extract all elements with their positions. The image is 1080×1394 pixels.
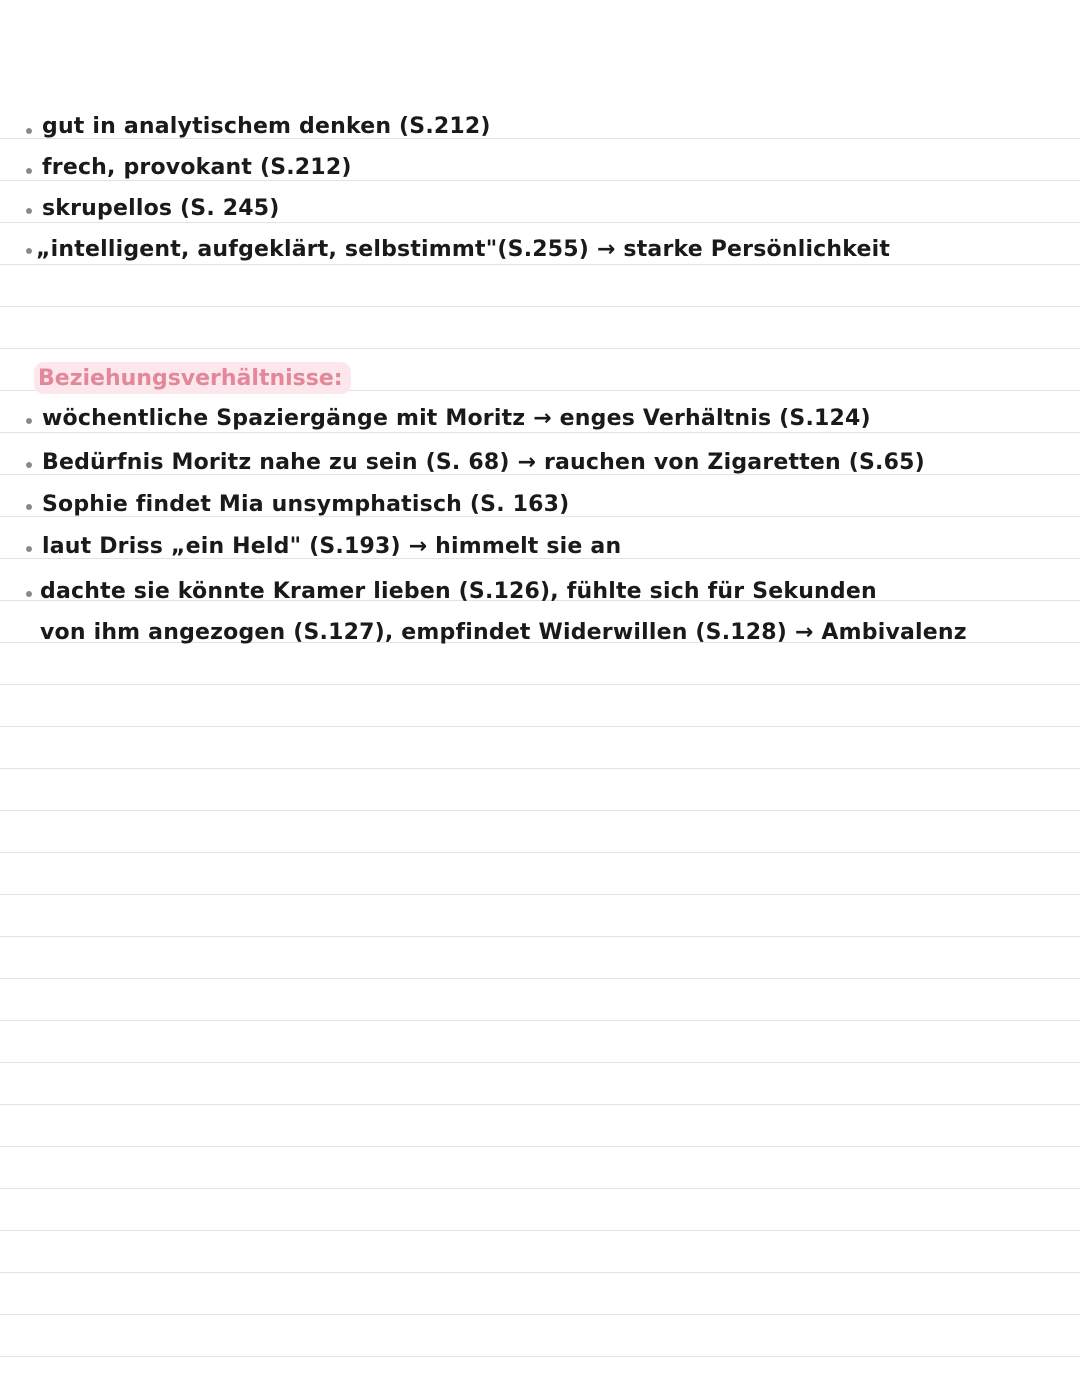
relation-item: Bedürfnis Moritz nahe zu sein (S. 68) → rauchen von Zigaretten (S.65) xyxy=(42,450,925,475)
rule-line xyxy=(0,726,1080,727)
rule-line xyxy=(0,1188,1080,1189)
rule-line xyxy=(0,978,1080,979)
section-heading: Beziehungsverhältnisse: xyxy=(34,362,351,394)
rule-line xyxy=(0,894,1080,895)
rule-line xyxy=(0,348,1080,349)
bullet-dot xyxy=(26,462,32,468)
bullet-dot xyxy=(26,168,32,174)
rule-line xyxy=(0,306,1080,307)
relation-item: dachte sie könnte Kramer lieben (S.126), fühlte sich für Sekunden xyxy=(40,579,877,604)
bullet-dot xyxy=(26,504,32,510)
rule-line xyxy=(0,768,1080,769)
bullet-dot xyxy=(26,418,32,424)
rule-line xyxy=(0,852,1080,853)
relation-item: wöchentliche Spaziergänge mit Moritz → enges Verhältnis (S.124) xyxy=(42,406,871,431)
rule-line xyxy=(0,684,1080,685)
rule-line xyxy=(0,1146,1080,1147)
trait-item: frech, provokant (S.212) xyxy=(42,155,352,180)
rule-line xyxy=(0,1272,1080,1273)
bullet-dot xyxy=(26,128,32,134)
relation-item: Sophie findet Mia unsymphatisch (S. 163) xyxy=(42,492,570,517)
trait-item: „intelligent, aufgeklärt, selbstimmt"(S.255) → starke Persönlichkeit xyxy=(36,237,891,262)
rule-line xyxy=(0,1356,1080,1357)
relation-item: laut Driss „ein Held" (S.193) → himmelt sie an xyxy=(42,534,622,559)
trait-item: skrupellos (S. 245) xyxy=(42,196,280,221)
rule-line xyxy=(0,810,1080,811)
rule-line xyxy=(0,1104,1080,1105)
rule-line xyxy=(0,936,1080,937)
rule-line xyxy=(0,1314,1080,1315)
bullet-dot xyxy=(26,546,32,552)
rule-line xyxy=(0,1020,1080,1021)
bullet-dot xyxy=(26,208,32,214)
trait-item: gut in analytischem denken (S.212) xyxy=(42,114,491,139)
rule-line xyxy=(0,1230,1080,1231)
relation-item-continuation: von ihm angezogen (S.127), empfindet Widerwillen (S.128) → Ambivalenz xyxy=(40,620,967,645)
bullet-dot xyxy=(26,591,32,597)
rule-line xyxy=(0,1062,1080,1063)
bullet-dot xyxy=(26,248,32,254)
